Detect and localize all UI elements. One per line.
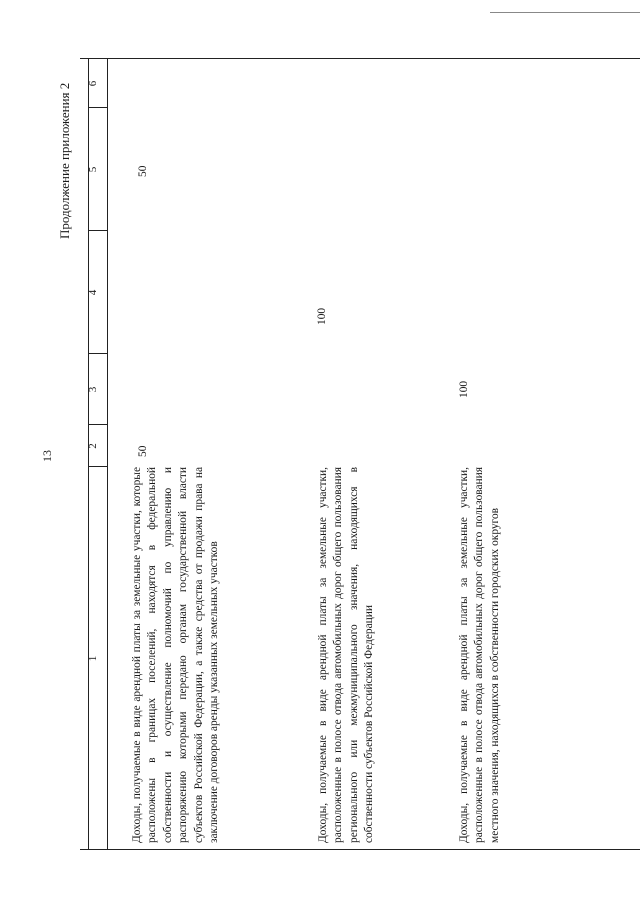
column-header-1: 1 bbox=[87, 655, 99, 662]
header-bottom-border bbox=[107, 58, 108, 850]
column-header-3: 3 bbox=[87, 386, 99, 393]
table-row-description: Доходы, получаемые в виде арендной платы за земельные участки, расположенные в полосе отвода автомобильных дорог общего пользования регионального или межмуниципального значения, находящихся в собственности субъектов Российской Федерации bbox=[317, 467, 376, 843]
table-cell-col2: 50 bbox=[137, 445, 149, 457]
table-row-description: Доходы, получаемые в виде арендной платы за земельные участки, которые расположены в границах поселений, находятся в федеральной собственности и осуществление полномочий по управлению и распоряжению которыми передано органам государственной власти субъектов Российской Федерации, а также средства от продажи права на заключение договоров аренды указанных земельных участков bbox=[131, 467, 221, 843]
table-row-description: Доходы, получаемые в виде арендной платы за земельные участки, расположенные в полосе отвода автомобильных дорог общего пользования местного значения, находящихся в собственности городских округов bbox=[458, 467, 501, 843]
column-header-4: 4 bbox=[87, 289, 99, 296]
column-header-5: 5 bbox=[87, 166, 99, 173]
table-cell-col5: 50 bbox=[137, 165, 149, 177]
column-header-2: 2 bbox=[87, 443, 99, 449]
table-right-border bbox=[80, 58, 640, 59]
table-cell-col2: 100 bbox=[316, 307, 328, 325]
table-left-border bbox=[80, 849, 640, 850]
table-cell-col3: 100 bbox=[458, 380, 470, 398]
appendix-continuation-note: Продолжение приложения 2 bbox=[57, 82, 72, 239]
column-header-6: 6 bbox=[87, 80, 99, 87]
page-number: 13 bbox=[40, 450, 54, 462]
